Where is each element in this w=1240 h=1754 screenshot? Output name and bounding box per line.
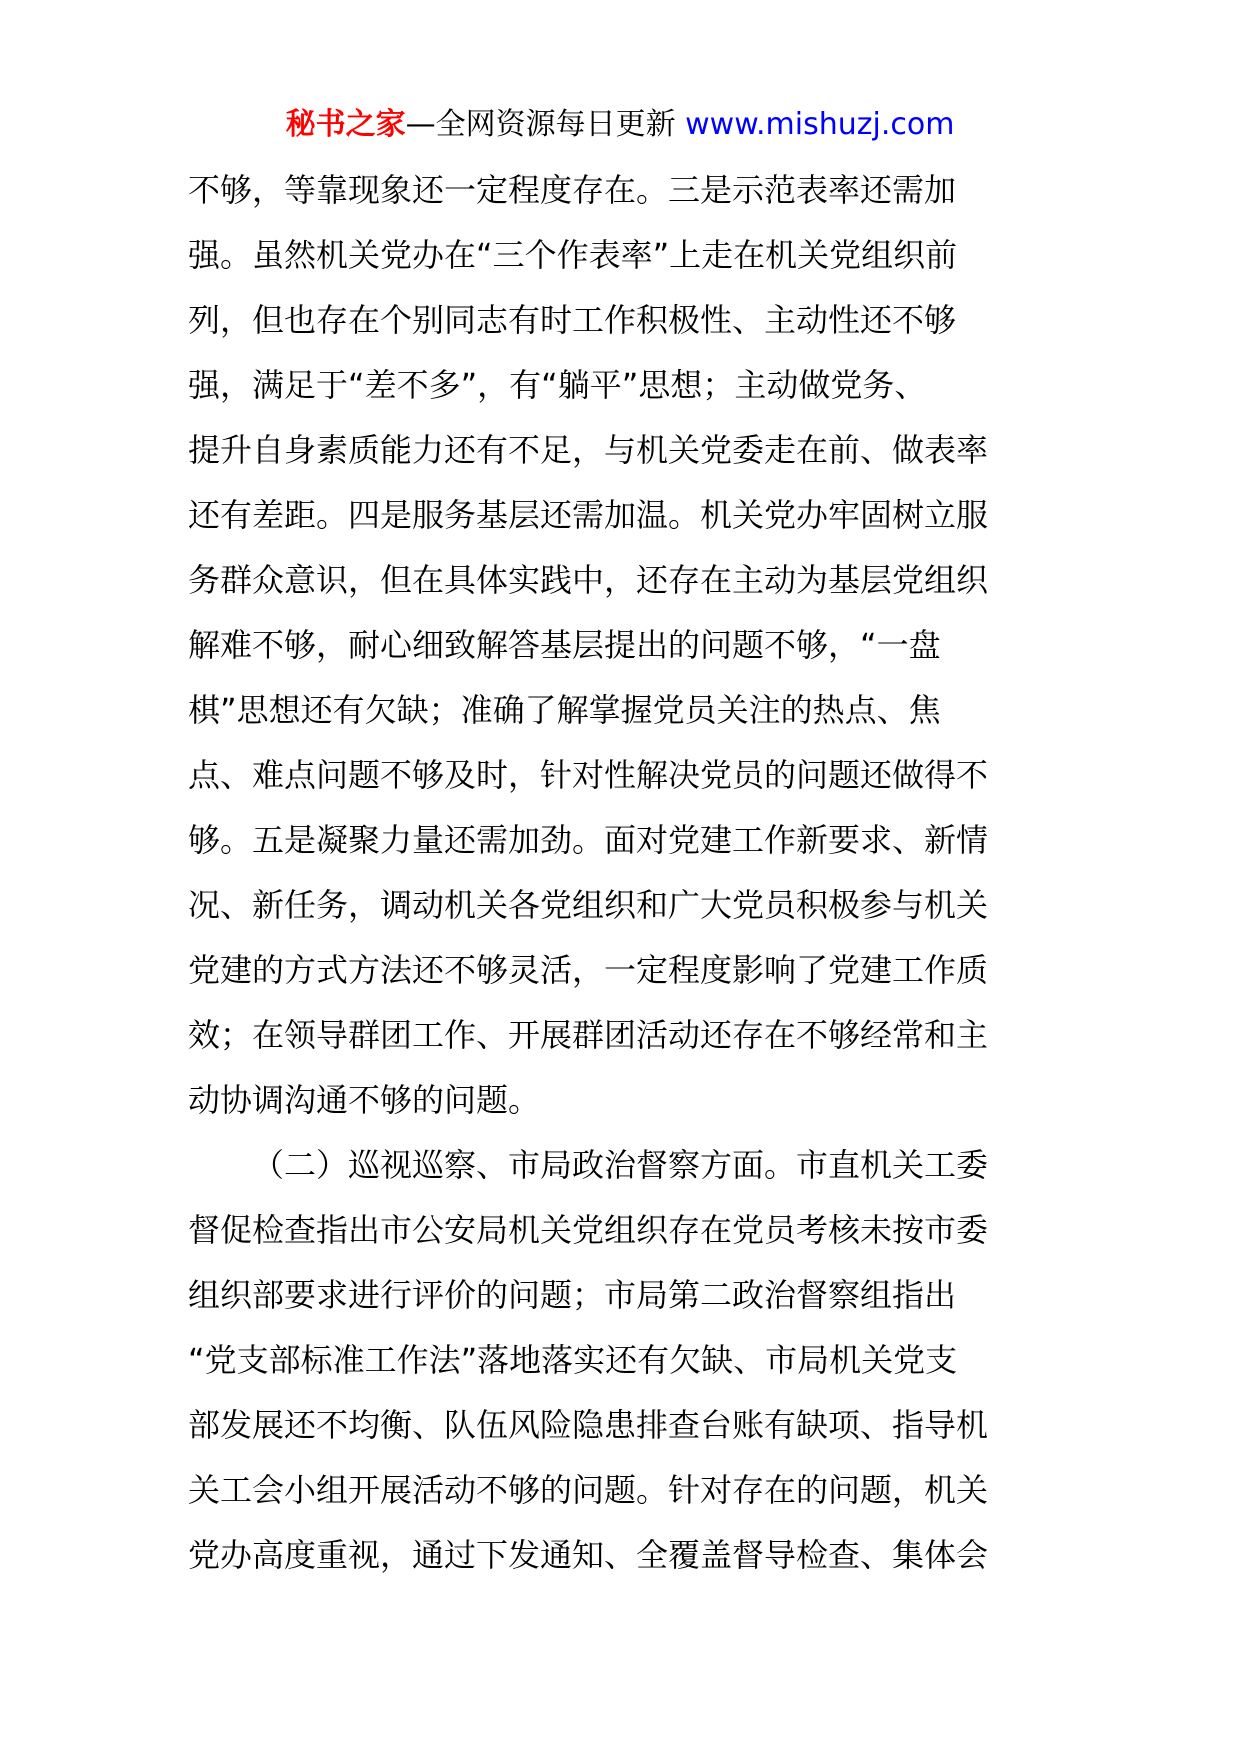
text-line: 点、难点问题不够及时，针对性解决党员的问题还做得不 <box>188 756 989 794</box>
text-line: “党支部标准工作法”落地落实还有欠缺、市局机关党支 <box>188 1341 958 1379</box>
text-line: 棋”思想还有欠缺；准确了解掌握党员关注的热点、焦 <box>188 691 941 729</box>
text-line: 强。虽然机关党办在“三个作表率”上走在机关党组织前 <box>188 236 958 274</box>
text-line: 解难不够，耐心细致解答基层提出的问题不够，“一盘 <box>188 626 941 664</box>
text-line: 党建的方式方法还不够灵活，一定程度影响了党建工作质 <box>188 951 989 989</box>
text-line: 党办高度重视，通过下发通知、全覆盖督导检查、集体会 <box>188 1536 989 1574</box>
text-line: 况、新任务，调动机关各党组织和广大党员积极参与机关 <box>188 886 989 924</box>
text-line: 效；在领导群团工作、开展群团活动还存在不够经常和主 <box>188 1016 989 1054</box>
section-heading-line: （二）巡视巡察、市局政治督察方面。市直机关工委 <box>252 1146 989 1184</box>
site-url-link[interactable]: www.mishuzj.com <box>685 107 955 142</box>
document-body <box>188 158 1054 1588</box>
text-line: 部发展还不均衡、队伍风险隐患排查台账有缺项、指导机 <box>188 1406 989 1444</box>
header-tagline: —全网资源每日更新 <box>405 107 686 142</box>
text-line: 不够，等靠现象还一定程度存在。三是示范表率还需加 <box>188 171 957 209</box>
text-line: 组织部要求进行评价的问题；市局第二政治督察组指出 <box>188 1276 957 1314</box>
text-line: 务群众意识，但在具体实践中，还存在主动为基层党组织 <box>188 561 989 599</box>
text-line: 还有差距。四是服务基层还需加温。机关党办牢固树立服 <box>188 496 989 534</box>
text-line: 强，满足于“差不多”，有“躺平”思想；主动做党务、 <box>188 366 927 404</box>
text-line: 提升自身素质能力还有不足，与机关党委走在前、做表率 <box>188 431 989 469</box>
text-line: 够。五是凝聚力量还需加劲。面对党建工作新要求、新情 <box>188 821 989 859</box>
text-line: 列，但也存在个别同志有时工作积极性、主动性还不够 <box>188 301 957 339</box>
brand-name: 秘书之家 <box>285 107 406 142</box>
text-line: 关工会小组开展活动不够的问题。针对存在的问题，机关 <box>188 1471 989 1509</box>
text-line: 动协调沟通不够的问题。 <box>188 1081 541 1119</box>
text-line: 督促检查指出市公安局机关党组织存在党员考核未按市委 <box>188 1211 989 1249</box>
page-header <box>0 100 1240 150</box>
